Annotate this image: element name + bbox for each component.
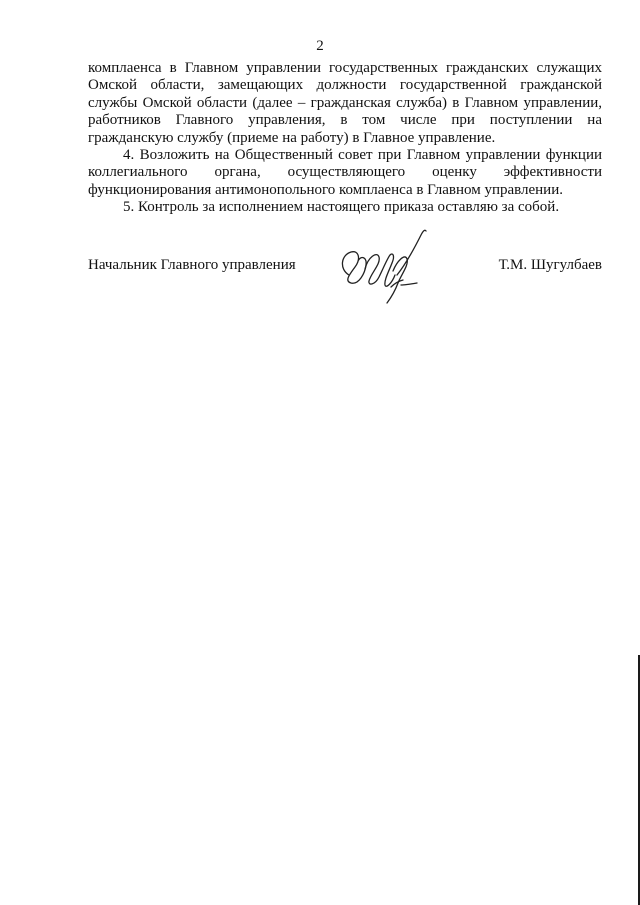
text-line: коллегиального органа, осуществляющего оценку эффективности	[88, 164, 602, 181]
text-line: 4. Возложить на Общественный совет при Главном управлении функции	[123, 147, 602, 164]
text-line: 5. Контроль за исполнением настоящего приказа оставляю за собой.	[123, 199, 560, 216]
page-number: 2	[316, 38, 324, 54]
document-body	[88, 60, 602, 217]
text-line: гражданскую службу (приеме на работу) в Главное управление.	[88, 129, 496, 146]
paragraph-item-4	[88, 147, 602, 199]
signatory-name: Т.М. Шугулбаев	[498, 257, 602, 273]
text-line: работников Главного управления, в том числе при поступлении на	[88, 112, 602, 129]
text-line: комплаенса в Главном управлении государственных гражданских служащих	[88, 60, 602, 76]
paragraph-item-5	[88, 199, 602, 216]
text-line: службы Омской области (далее – гражданская служба) в Главном управлении,	[88, 94, 602, 111]
text-line: Омской области, замещающих должности государственной гражданской	[88, 77, 602, 94]
paragraph-continuation	[88, 60, 602, 147]
text-line: функционирования антимонопольного комплаенса в Главном управлении.	[88, 181, 563, 198]
signatory-position: Начальник Главного управления	[88, 257, 296, 273]
handwritten-signature	[335, 225, 435, 305]
